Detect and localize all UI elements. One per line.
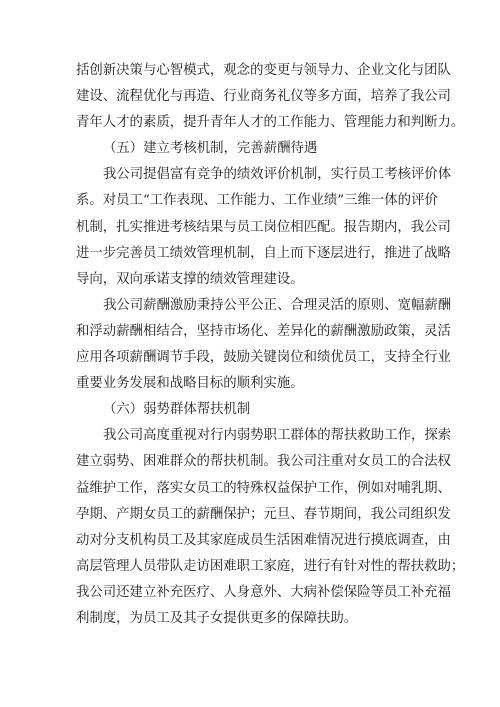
text-line: 利制度，为员工及其子女提供更多的保障扶助。 [76,610,358,626]
section-heading [76,136,424,162]
section-heading [76,397,424,423]
text-line: 高层管理人员带队走访困难职工家庭，进行有针对性的帮扶救助； [76,558,465,574]
text-line: 动对分支机构员工及其家庭成员生活困难情况进行摸底调查，由 [76,532,451,548]
text-line: 建设、流程优化与再造、行业商务礼仪等多方面，培养了我公司 [76,89,451,105]
text-line: 重要业务发展和战略目标的顺利实施。 [76,376,304,392]
text-line: 和浮动薪酬相结合，坚持市场化、差异化的薪酬激励政策，灵活 [76,323,451,339]
paragraph [76,162,452,292]
text-line: 青年人才的素质，提升青年人才的工作能力、管理能力和判断力。 [76,115,465,131]
paragraph [76,423,465,632]
section-heading-text: （五）建立考核机制，完善薪酬待遇 [103,141,318,157]
text-line: 系。对员工“工作表现、工作能力、工作业绩”三维一体的评价 [76,193,438,209]
text-line: 我公司还建立补充医疗、人身意外、大病补偿保险等员工补充福 [76,584,451,600]
section-heading-text: （六）弱势群体帮扶机制 [103,402,251,418]
text-line: 应用各项薪酬调节手段，鼓励关键岗位和绩优员工，支持全行业 [76,350,451,366]
text-line: 孕期、产期女员工的薪酬保护；元旦、春节期间，我公司组织发 [76,506,451,522]
text-line: 机制，扎实推进考核结果与员工岗位相匹配。报告期内，我公司 [76,219,451,235]
text-line: 我公司提倡富有竞争的绩效评价机制，实行员工考核评价体 [103,167,452,183]
text-line: 我公司薪酬激励秉持公平公正、合理灵活的原则、宽幅薪酬 [103,297,452,313]
text-line: 益维护工作，落实女员工的特殊权益保护工作，例如对哺乳期、 [76,480,451,496]
text-line: 括创新决策与心智模式，观念的变更与领导力、企业文化与团队 [76,63,451,78]
text-line: 进一步完善员工绩效管理机制，自上而下逐层进行，推进了战略 [76,245,451,261]
paragraph [76,58,465,136]
text-line: 我公司高度重视对行内弱势职工群体的帮扶救助工作，探索 [103,428,452,444]
text-line: 导向，双向承诺支撑的绩效管理建设。 [76,271,304,287]
text-line: 建立弱势、困难群众的帮扶机制。我公司注重对女员工的合法权 [76,454,451,470]
paragraph [76,293,452,397]
